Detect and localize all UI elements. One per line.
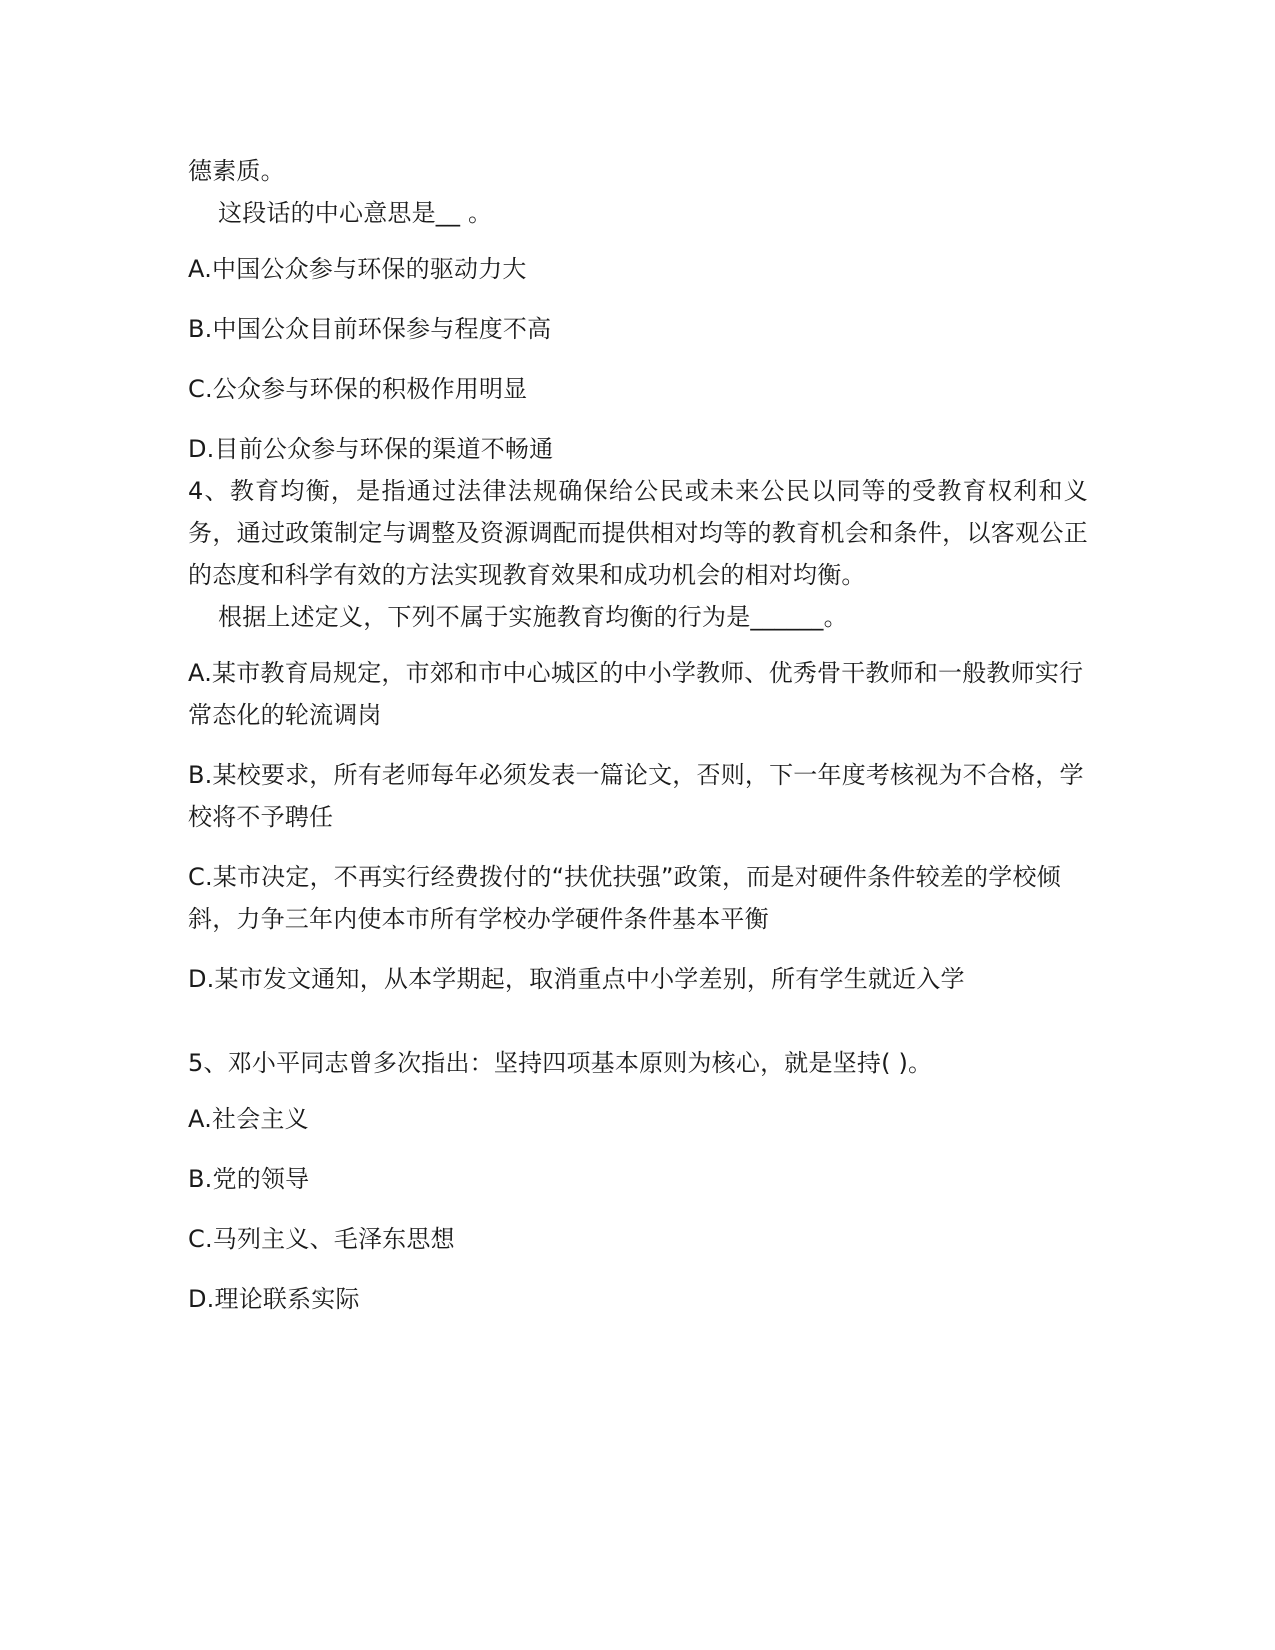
document-content	[188, 150, 1088, 1320]
prev-option-b: B.中国公众目前环保参与程度不高	[188, 315, 552, 343]
previous-passage-tail: 德素质。	[188, 157, 285, 185]
q4-stem: 4、教育均衡，是指通过法律法规确保给公民或未来公民以同等的受教育权利和义务，通过政策制定与调整及资源调配而提供相对均等的教育机会和条件，以客观公正的态度和科学有效的方法实现教育效果和成功机会的相对均衡。	[188, 477, 1088, 589]
q4-option-d: D.某市发文通知，从本学期起，取消重点中小学差别，所有学生就近入学	[188, 965, 965, 993]
previous-question-prompt: 这段话的中心意思是__ 。	[218, 199, 493, 227]
prev-option-d: D.目前公众参与环保的渠道不畅通	[188, 435, 554, 463]
q4-option-a: A.某市教育局规定，市郊和市中心城区的中小学教师、优秀骨干教师和一般教师实行常态化的轮流调岗	[188, 659, 1084, 729]
q4-option-b: B.某校要求，所有老师每年必须发表一篇论文，否则，下一年度考核视为不合格，学校将不予聘任	[188, 761, 1084, 831]
prev-option-a: A.中国公众参与环保的驱动力大	[188, 255, 527, 283]
prev-option-c: C.公众参与环保的积极作用明显	[188, 375, 528, 403]
q4-prompt: 根据上述定义，下列不属于实施教育均衡的行为是______。	[218, 603, 848, 631]
q5-option-c: C.马列主义、毛泽东思想	[188, 1225, 455, 1253]
q5-stem: 5、邓小平同志曾多次指出：坚持四项基本原则为核心，就是坚持( )。	[188, 1049, 933, 1077]
q5-option-d: D.理论联系实际	[188, 1285, 360, 1313]
q5-option-b: B.党的领导	[188, 1165, 310, 1193]
q4-option-c: C.某市决定，不再实行经费拨付的“扶优扶强”政策，而是对硬件条件较差的学校倾斜，力争三年内使本市所有学校办学硬件条件基本平衡	[188, 863, 1061, 933]
q5-option-a: A.社会主义	[188, 1105, 309, 1133]
